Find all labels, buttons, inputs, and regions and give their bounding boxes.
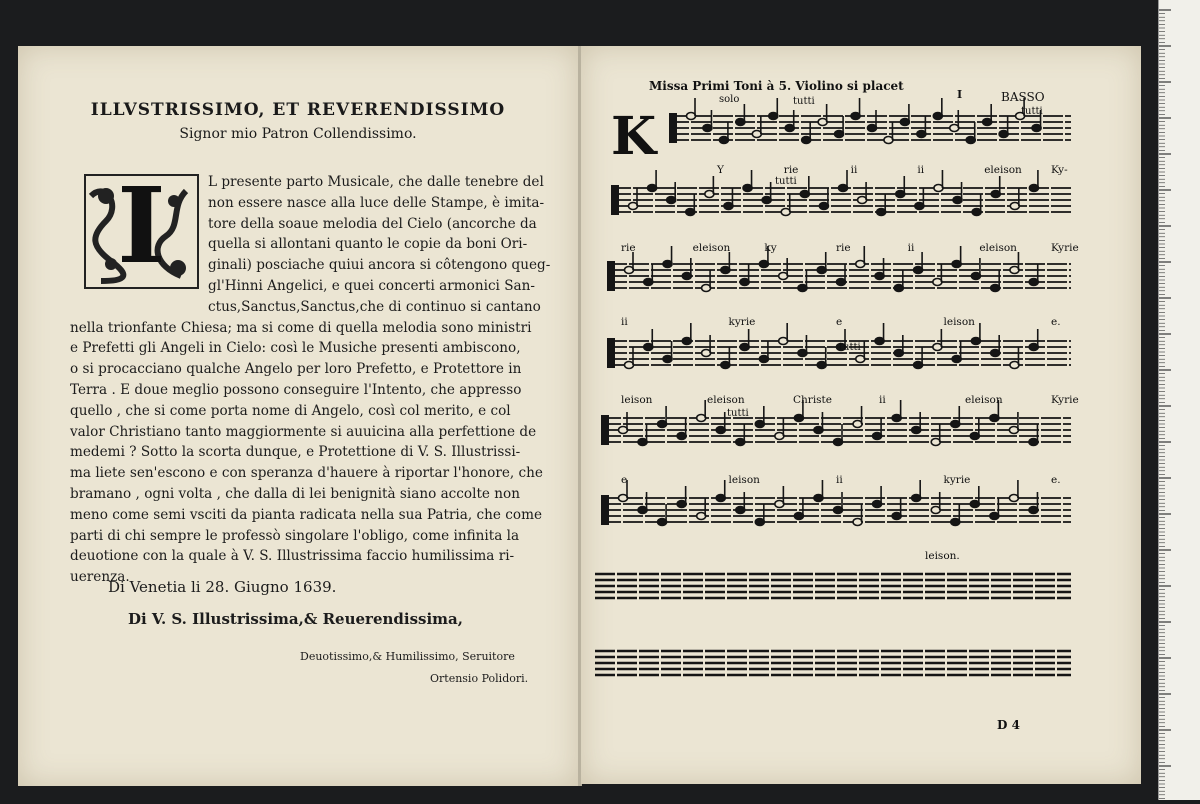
note <box>677 501 686 508</box>
lyric-syllable: kyrie <box>728 316 756 328</box>
note <box>794 513 803 520</box>
lyric-syllable: ky <box>764 242 777 254</box>
clef <box>607 338 615 368</box>
dedication-title: ILLVSTRISSIMO, ET REVERENDISSIMO <box>90 100 506 120</box>
note <box>1029 185 1038 192</box>
lyric-syllable: rie <box>836 242 851 254</box>
note <box>999 131 1008 138</box>
note <box>1029 507 1038 514</box>
note <box>736 439 745 446</box>
note <box>682 273 691 280</box>
note <box>952 356 961 363</box>
note <box>853 421 862 428</box>
staff <box>601 400 1071 446</box>
note <box>794 415 803 422</box>
closing-line: Di V. S. Illustrissima,& Reuerendissima, <box>128 610 463 628</box>
note <box>900 119 909 126</box>
note <box>1029 344 1038 351</box>
note <box>875 338 884 345</box>
lyric-syllable: eleison <box>692 242 731 254</box>
dedication-line: L presente parto Musicale, che dalle tenebre del <box>208 174 544 190</box>
note <box>697 513 706 520</box>
note <box>1009 427 1018 434</box>
note <box>873 433 882 440</box>
note <box>914 362 923 369</box>
note <box>800 191 809 198</box>
note <box>990 513 999 520</box>
dedication-line: medemi ? Sotto la scorta dunque, e Protettione di V. S. Illustrissi- <box>70 444 521 461</box>
note <box>856 261 865 268</box>
lyric-syllable: e <box>836 316 843 328</box>
dedication-line: Terra . E doue meglio possono conseguire l'Intento, che appresso <box>70 382 522 398</box>
note <box>625 267 634 274</box>
note <box>894 285 903 292</box>
note <box>873 501 882 508</box>
clef <box>669 113 677 143</box>
performance-direction: tutti <box>1021 106 1043 117</box>
performance-direction: tutti <box>793 96 815 107</box>
note <box>798 350 807 357</box>
note <box>697 415 706 422</box>
note <box>884 137 893 144</box>
note <box>716 495 725 502</box>
note <box>779 273 788 280</box>
note <box>716 427 725 434</box>
dedication-line: ctus,Sanctus,Sanctus,che di continuo si cantano <box>208 298 541 315</box>
note <box>858 197 867 204</box>
note <box>619 495 628 502</box>
lyric-syllable: eleison <box>979 242 1017 254</box>
note <box>779 338 788 345</box>
note <box>983 119 992 126</box>
page-number: D 4 <box>997 718 1020 732</box>
note <box>839 185 848 192</box>
note <box>682 338 691 345</box>
note <box>658 519 667 526</box>
note <box>619 427 628 434</box>
note <box>1032 125 1041 132</box>
note <box>817 267 826 274</box>
note <box>818 119 827 126</box>
dedication-line: tore della soaue melodia del Cielo (ancorche da <box>208 215 537 232</box>
note <box>971 338 980 345</box>
note <box>971 273 980 280</box>
note <box>755 519 764 526</box>
performance-direction: tutti <box>775 176 797 187</box>
dedication-line: meno come semi vsciti da pianta radicata nella sua Patria, che come <box>70 506 542 523</box>
note <box>915 203 924 210</box>
dedication-line: nella trionfante Chiesa; ma si come di quella melodia sono ministri <box>70 319 532 336</box>
note <box>853 519 862 526</box>
note <box>953 197 962 204</box>
lyric-syllable: Kyrie <box>1051 394 1079 406</box>
clef <box>601 415 609 445</box>
lyric-syllable: ii <box>850 164 858 176</box>
dedication-line: bramano , ogni volta , che dalla di lei benignità siano accolte non <box>70 486 520 502</box>
dedication-subtitle: Signor mio Patron Collendissimo. <box>179 126 417 142</box>
lyric-syllable: Kyrie <box>1051 242 1079 254</box>
lyric-syllable: leison. <box>925 550 960 562</box>
lyric-syllable: leison <box>621 394 653 406</box>
note <box>648 185 657 192</box>
right-page <box>581 46 1141 784</box>
ornamental-initial <box>84 174 199 289</box>
dedication-line: parti di chi sempre le professò singolare l'obligo, come infinita la <box>70 527 520 544</box>
note <box>625 362 634 369</box>
note <box>1010 362 1019 369</box>
note <box>1010 267 1019 274</box>
lyric-syllable: ii <box>836 474 843 486</box>
note <box>834 507 843 514</box>
note <box>775 501 784 508</box>
dedication-line: ma liete sen'escono e con speranza d'hauere à riportar l'honore, che <box>70 465 543 482</box>
staff <box>611 170 1071 216</box>
note <box>933 344 942 351</box>
note <box>914 267 923 274</box>
note <box>721 267 730 274</box>
note <box>837 279 846 286</box>
lyric-syllable: eleison <box>984 164 1022 176</box>
note <box>912 427 921 434</box>
note <box>724 203 733 210</box>
lyric-syllable: rie <box>783 164 799 176</box>
note <box>933 113 942 120</box>
note <box>755 421 764 428</box>
music-header: Missa Primi Toni à 5. Violino si placet <box>649 79 904 93</box>
note <box>721 362 730 369</box>
note <box>917 131 926 138</box>
note <box>817 362 826 369</box>
note <box>819 203 828 210</box>
note <box>802 137 811 144</box>
staff <box>601 480 1071 526</box>
date-line: Di Venetia li 28. Giugno 1639. <box>108 578 337 596</box>
note <box>775 433 784 440</box>
note <box>785 125 794 132</box>
note <box>798 285 807 292</box>
performance-direction: tutti <box>727 408 749 419</box>
signature-line: Deuotissimo,& Humilissimo, Seruitore <box>300 650 515 663</box>
note <box>1009 495 1018 502</box>
dedication-line: quella si allontani quanto le copie da boni Ori- <box>208 236 528 253</box>
note <box>1029 439 1038 446</box>
note <box>991 350 1000 357</box>
note <box>1010 203 1019 210</box>
measurement-ruler <box>1158 0 1200 800</box>
lyric-syllable: Christe <box>793 394 832 406</box>
note <box>814 495 823 502</box>
note <box>931 507 940 514</box>
note <box>892 415 901 422</box>
lyric-syllable: rie <box>621 242 636 254</box>
note <box>892 513 901 520</box>
note <box>769 113 778 120</box>
note <box>759 356 768 363</box>
note <box>972 209 981 216</box>
lyric-syllable: leison <box>728 474 760 486</box>
lyric-syllable: Y <box>717 164 724 176</box>
lyric-syllable: kyrie <box>943 474 971 486</box>
note <box>629 203 638 210</box>
part-name: BASSO <box>1001 90 1045 104</box>
signature-number: I <box>957 88 963 101</box>
note <box>875 273 884 280</box>
note <box>677 433 686 440</box>
note <box>877 209 886 216</box>
note <box>856 356 865 363</box>
left-page <box>18 46 578 786</box>
clef <box>601 495 609 525</box>
note <box>868 125 877 132</box>
dedication-line: uerenza. <box>70 569 130 586</box>
note <box>991 285 1000 292</box>
lyric-syllable: eleison <box>707 394 745 406</box>
lyric-syllable: e <box>621 474 628 486</box>
dedication-line: o si procacciano qualche Angelo per loro Prefetto, e Protettore in <box>70 361 522 378</box>
note <box>702 285 711 292</box>
clef <box>607 261 615 291</box>
dedication-line: deuotione con la quale à V. S. Illustrissima faccio humilissima ri- <box>70 548 515 565</box>
note <box>912 495 921 502</box>
kyrie-initial: K <box>611 106 657 167</box>
note <box>933 279 942 286</box>
note <box>663 261 672 268</box>
note <box>644 279 653 286</box>
note <box>834 439 843 446</box>
note <box>736 507 745 514</box>
note <box>851 113 860 120</box>
staff <box>595 574 1071 598</box>
note <box>951 519 960 526</box>
lyric-syllable: ii <box>621 316 628 328</box>
note <box>638 439 647 446</box>
note <box>814 427 823 434</box>
note <box>658 421 667 428</box>
lyric-syllable: eleison <box>965 394 1003 406</box>
note <box>740 279 749 286</box>
lyric-syllable: leison <box>943 316 975 328</box>
ruler-ticks <box>1159 0 1200 800</box>
clef <box>611 185 619 215</box>
note <box>1029 279 1038 286</box>
note <box>990 415 999 422</box>
note <box>703 125 712 132</box>
note <box>686 209 695 216</box>
note <box>952 261 961 268</box>
lyric-syllable: ii <box>917 164 925 176</box>
note <box>644 344 653 351</box>
dedication-line: ginali) posciache quiui ancora si côtengono queg- <box>208 257 551 274</box>
note <box>759 261 768 268</box>
note <box>934 185 943 192</box>
lyric-syllable: e. <box>1051 474 1061 486</box>
dedication-line: non essere nasce alla luce delle Stampe, è imita- <box>208 194 545 211</box>
note <box>931 439 940 446</box>
note <box>705 191 714 198</box>
note <box>896 191 905 198</box>
note <box>667 197 676 204</box>
note <box>752 131 761 138</box>
note <box>740 344 749 351</box>
note <box>991 191 1000 198</box>
note <box>950 125 959 132</box>
dedication-line: gl'Hinni Angelici, e quei concerti armonici San- <box>208 278 535 294</box>
staff <box>595 651 1071 675</box>
dedication-line: valor Christiano tanto maggiormente si auuicina alla perfettione de <box>70 423 537 440</box>
lyric-syllable: Ky- <box>1051 164 1068 176</box>
performance-direction: solo <box>719 94 740 105</box>
dedication-line: e Prefetti gli Angeli in Cielo: così le Musiche presenti ambiscono, <box>70 340 521 357</box>
note <box>663 356 672 363</box>
lyric-syllable: e. <box>1051 316 1061 328</box>
note <box>951 421 960 428</box>
note <box>736 119 745 126</box>
note <box>719 137 728 144</box>
note <box>894 350 903 357</box>
note <box>687 113 696 120</box>
performance-direction: tutti <box>839 342 861 353</box>
note <box>966 137 975 144</box>
note <box>762 197 771 204</box>
signature-name: Ortensio Polidori. <box>430 672 529 685</box>
dedication-line: quello , che si come porta nome di Angelo, così col merito, e col <box>70 402 511 419</box>
note <box>638 507 647 514</box>
lyric-syllable: ii <box>907 242 915 254</box>
note <box>970 433 979 440</box>
note <box>781 209 790 216</box>
note <box>835 131 844 138</box>
lyric-syllable: ii <box>879 394 886 406</box>
note <box>702 350 711 357</box>
note <box>970 501 979 508</box>
note <box>743 185 752 192</box>
initial-letter: I <box>117 174 166 287</box>
